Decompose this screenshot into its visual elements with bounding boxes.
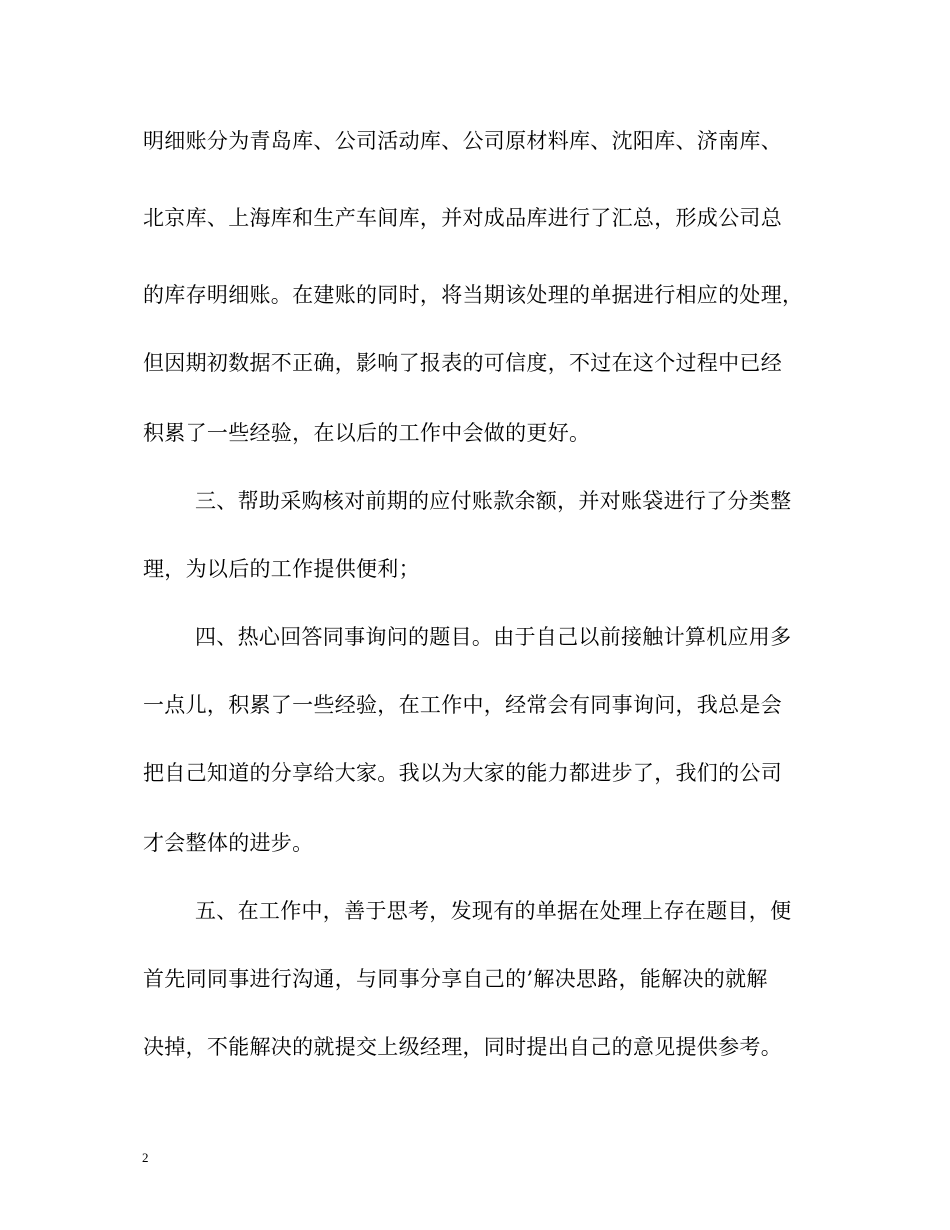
body-text-line: 明细账分为青岛库、公司活动库、公司原材料库、沈阳库、济南库、 (143, 129, 782, 153)
body-text-line: 北京库、上海库和生产车间库，并对成品库进行了汇总，形成公司总 (143, 206, 782, 230)
section-four-heading-line: 四、热心回答同事询问的题目。由于自己以前接触计算机应用多 (195, 625, 792, 649)
body-text-line: 一点儿，积累了一些经验，在工作中，经常会有同事询问，我总是会 (143, 693, 782, 717)
page-number: 2 (142, 1150, 149, 1165)
body-text-line: 才会整体的进步。 (143, 831, 314, 855)
body-text-line: 积累了一些经验，在以后的工作中会做的更好。 (143, 421, 591, 445)
body-text-line: 决掉，不能解决的就提交上级经理，同时提出自己的意见提供参考。 (143, 1035, 782, 1059)
body-text-line: 首先同同事进行沟通，与同事分享自己的’解决思路，能解决的就解 (143, 967, 768, 991)
section-five-heading-line: 五、在工作中，善于思考，发现有的单据在处理上存在题目，便 (195, 899, 792, 923)
body-text-line: 把自己知道的分享给大家。我以为大家的能力都进步了，我们的公司 (143, 761, 782, 785)
body-text-line: 理，为以后的工作提供便利； (143, 557, 420, 581)
body-text-line: 的库存明细账。在建账的同时，将当期该处理的单据进行相应的处理， (143, 283, 804, 307)
section-three-heading-line: 三、帮助采购核对前期的应付账款余额，并对账袋进行了分类整 (195, 489, 792, 513)
body-text-line: 但因期初数据不正确，影响了报表的可信度，不过在这个过程中已经 (143, 351, 782, 375)
